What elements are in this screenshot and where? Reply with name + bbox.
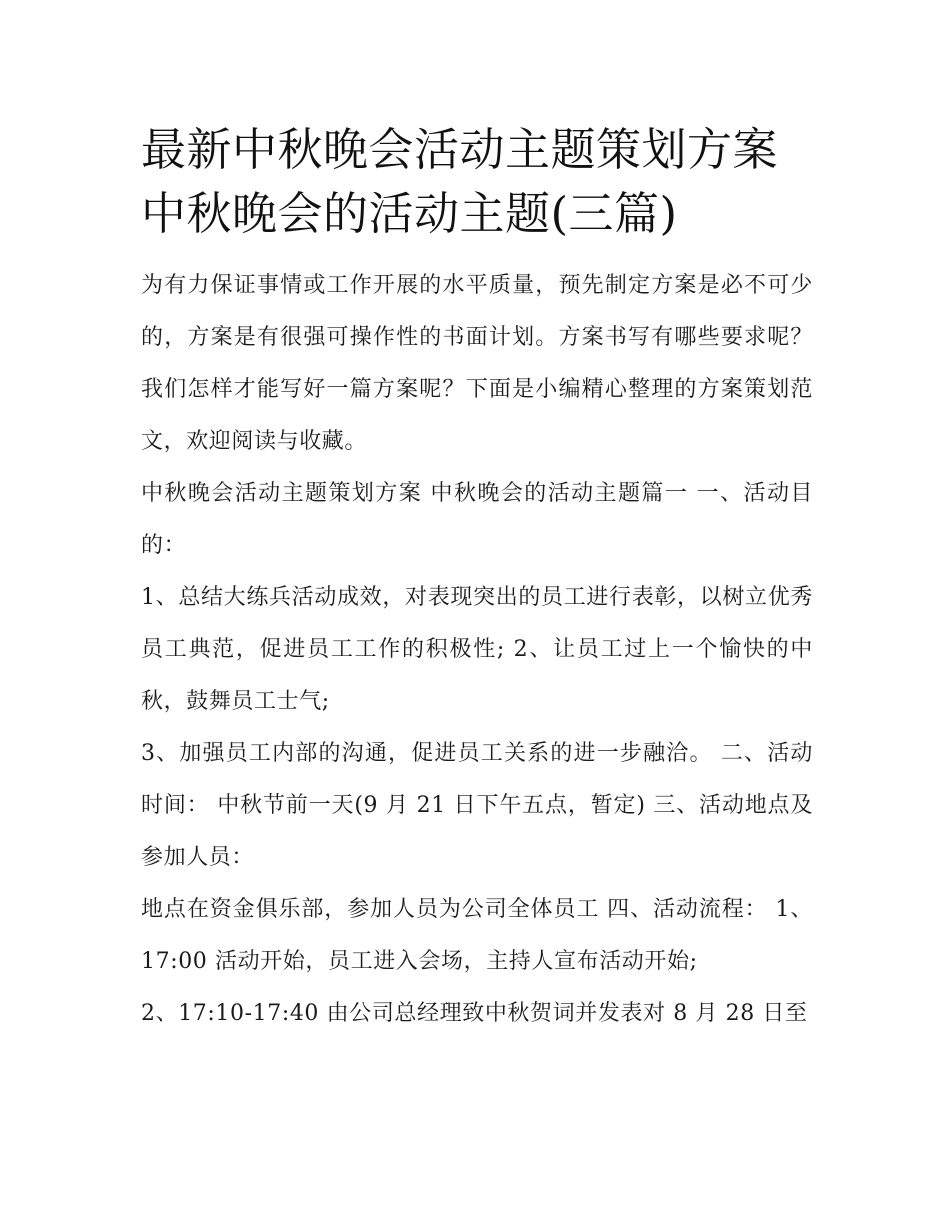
section-heading-paragraph: 中秋晚会活动主题策划方案 中秋晚会的活动主题篇一 一、活动目的： [141, 481, 813, 558]
intro-paragraph: 为有力保证事情或工作开展的水平质量，预先制定方案是必不可少的，方案是有很强可操作性的书面计划。方案书写有哪些要求呢？我们怎样才能写好一篇方案呢？下面是小编精心整理的方案策划范文，欢迎阅读与收藏。 [141, 273, 813, 454]
time-location-paragraph: 3、加强员工内部的沟通，促进员工关系的进一步融洽。 二、活动时间： 中秋节前一天(9 月 21 日下午五点，暂定) 三、活动地点及参加人员： [141, 741, 813, 870]
document-title: 最新中秋晚会活动主题策划方案 中秋晚会的活动主题(三篇) [141, 123, 779, 240]
purpose-paragraph: 1、总结大练兵活动成效，对表现突出的员工进行表彰，以树立优秀员工典范，促进员工工作的积极性; 2、让员工过上一个愉快的中秋，鼓舞员工士气; [141, 585, 813, 714]
document-body [141, 118, 813, 1040]
schedule-paragraph: 2、17:10-17:40 由公司总经理致中秋贺词并发表对 8 月 28 日至 [141, 1001, 808, 1026]
venue-process-paragraph: 地点在资金俱乐部，参加人员为公司全体员工 四、活动流程： 1、17:00 活动开始，员工进入会场，主持人宣布活动开始; [141, 897, 813, 974]
